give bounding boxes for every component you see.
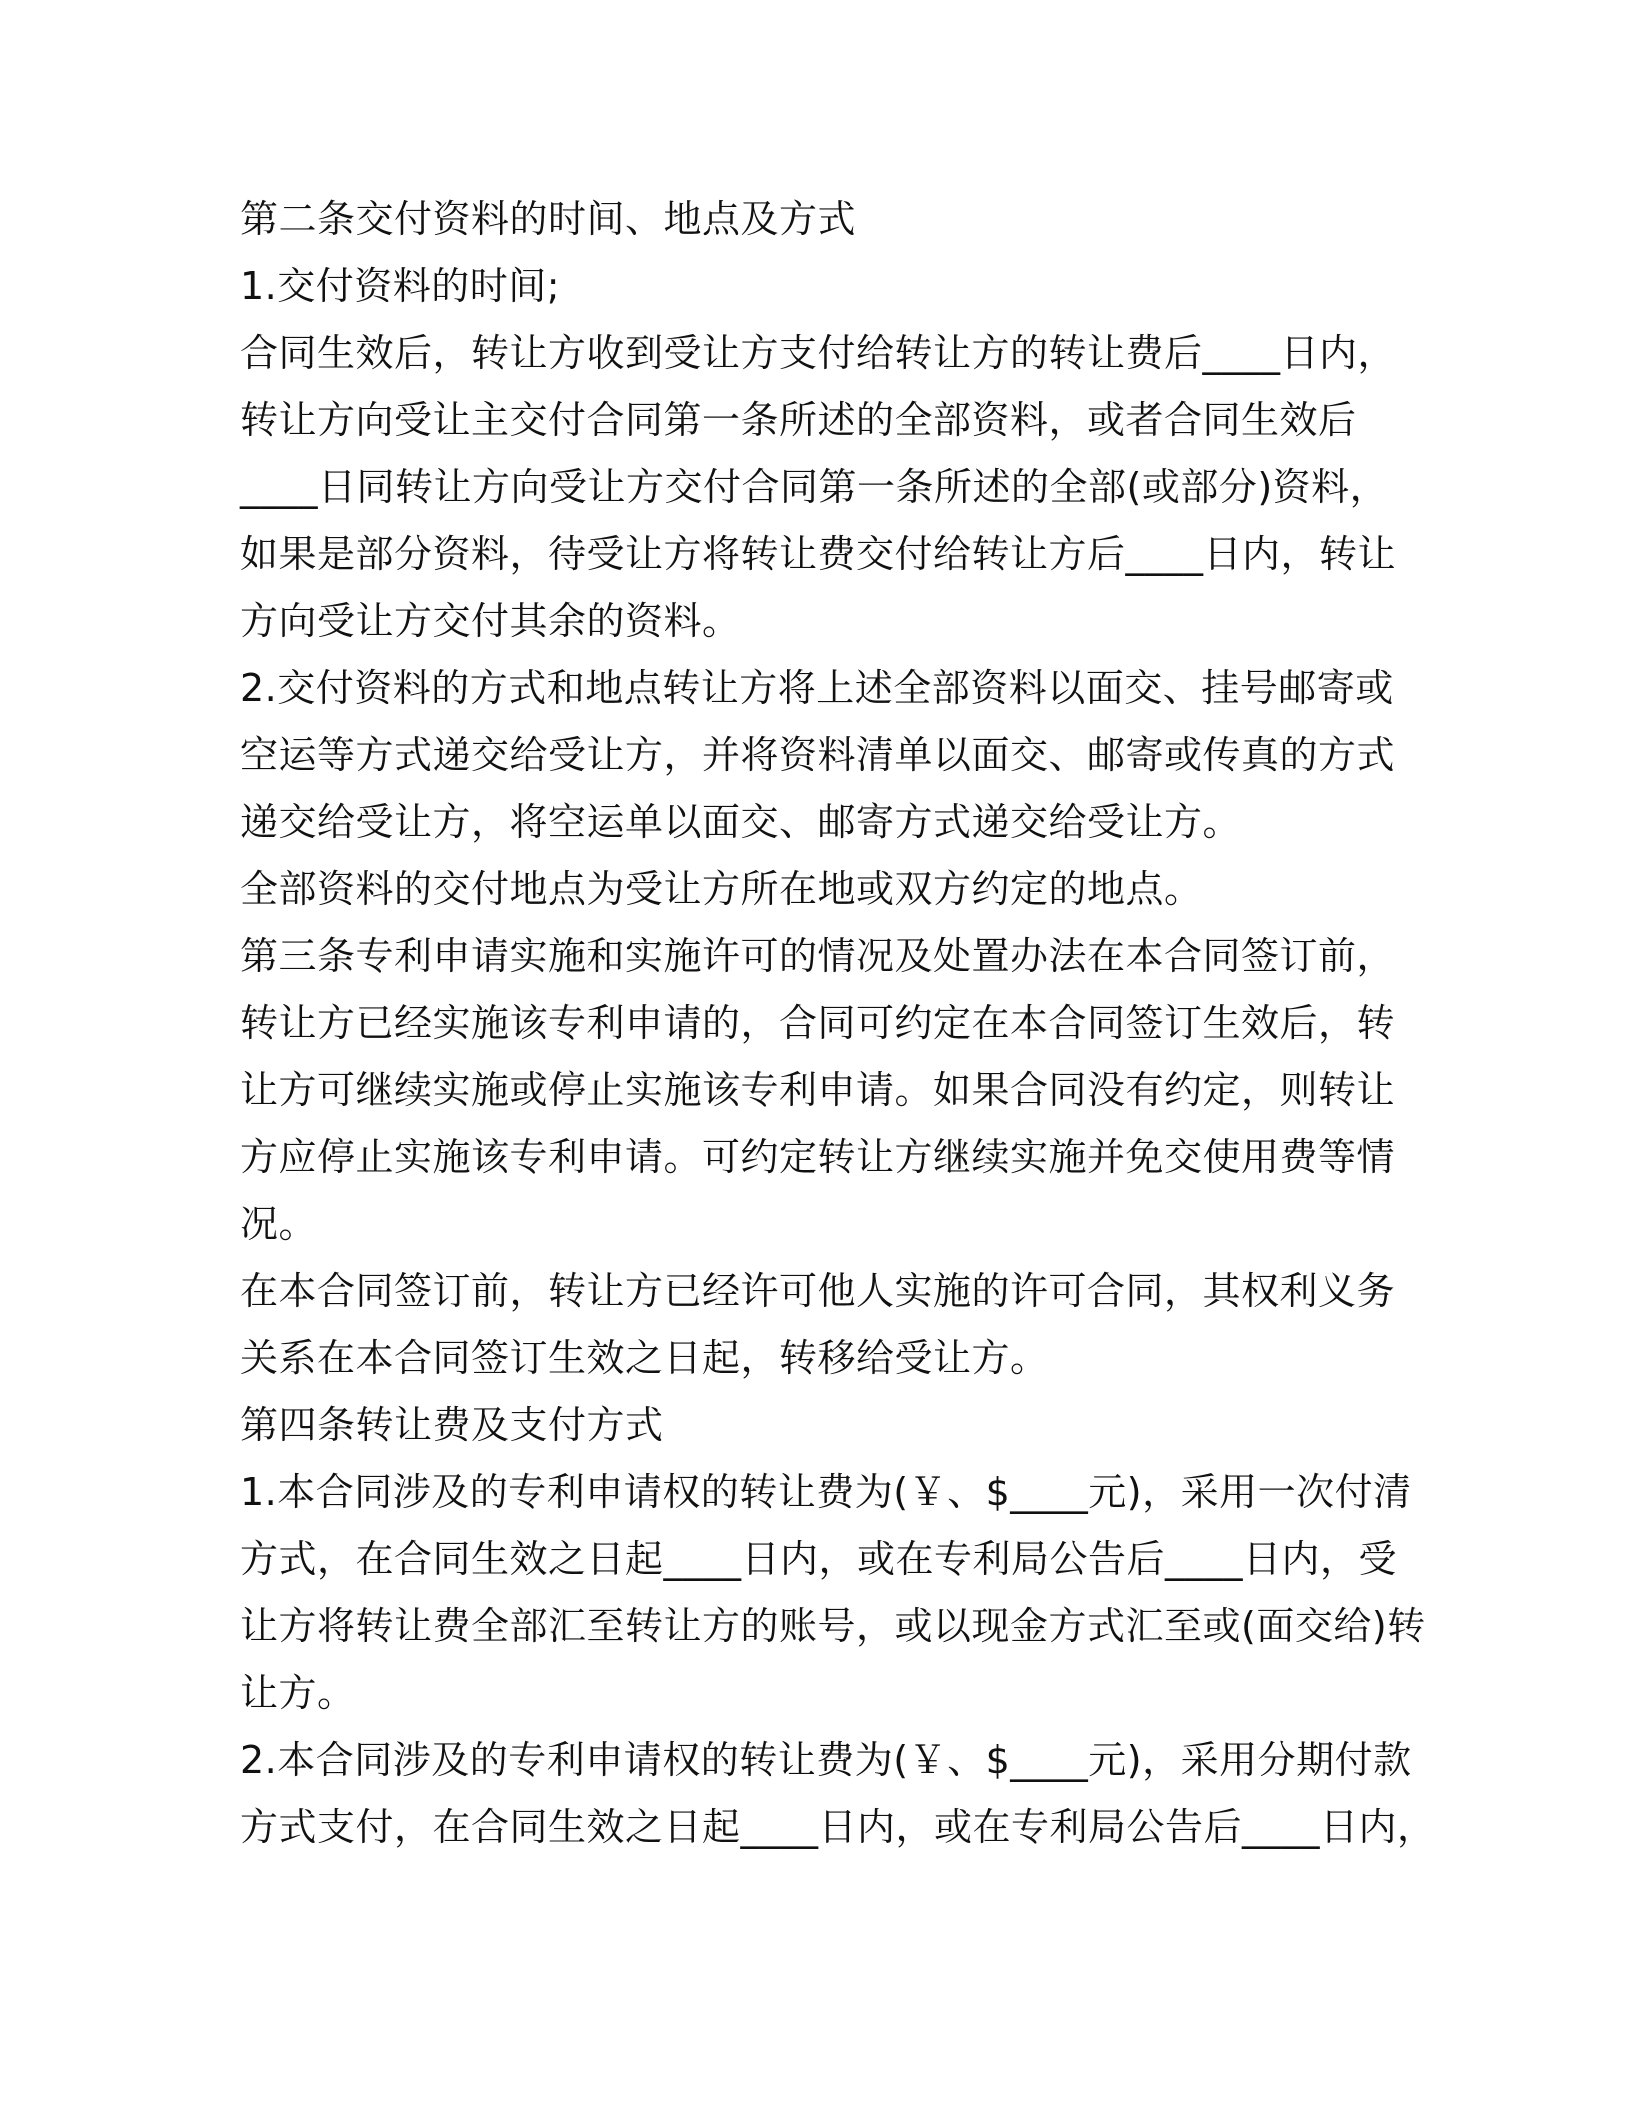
text-line: 方式支付，在合同生效之日起____日内，或在专利局公告后____日内， — [240, 1805, 1436, 1849]
text-line: ____日同转让方向受让方交付合同第一条所述的全部(或部分)资料， — [240, 465, 1389, 509]
text-line: 让方。 — [240, 1671, 356, 1715]
text-line: 转让方已经实施该专利申请的，合同可约定在本合同签订生效后，转 — [240, 1001, 1396, 1045]
text-line: 空运等方式递交给受让方，并将资料清单以面交、邮寄或传真的方式 — [240, 733, 1396, 777]
text-line: 方应停止实施该专利申请。可约定转让方继续实施并免交使用费等情 — [240, 1135, 1396, 1179]
text-line: 在本合同签订前，转让方已经许可他人实施的许可合同，其权利义务 — [240, 1269, 1396, 1313]
text-line: 全部资料的交付地点为受让方所在地或双方约定的地点。 — [240, 867, 1203, 911]
text-line: 转让方向受让主交付合同第一条所述的全部资料，或者合同生效后 — [240, 398, 1357, 442]
text-line: 1.本合同涉及的专利申请权的转让费为(￥、$____元)，采用一次付清 — [240, 1470, 1412, 1514]
section-heading-article-4: 第四条转让费及支付方式 — [240, 1403, 664, 1447]
text-line: 让方将转让费全部汇至转让方的账号，或以现金方式汇至或(面交给)转 — [240, 1604, 1426, 1648]
section-heading-article-2: 第二条交付资料的时间、地点及方式 — [240, 197, 857, 241]
text-line: 方向受让方交付其余的资料。 — [240, 599, 741, 643]
text-line: 关系在本合同签订生效之日起，转移给受让方。 — [240, 1336, 1049, 1380]
section-heading-article-3: 第三条专利申请实施和实施许可的情况及处置办法在本合同签订前， — [240, 934, 1396, 978]
text-line: 如果是部分资料，待受让方将转让费交付给转让方后____日内，转让 — [240, 532, 1397, 576]
text-line: 递交给受让方，将空运单以面交、邮寄方式递交给受让方。 — [240, 800, 1242, 844]
text-line: 方式，在合同生效之日起____日内，或在专利局公告后____日内，受 — [240, 1537, 1398, 1581]
text-line: 2.本合同涉及的专利申请权的转让费为(￥、$____元)，采用分期付款 — [240, 1738, 1412, 1782]
text-line: 1.交付资料的时间; — [240, 264, 561, 308]
text-line: 2.交付资料的方式和地点转让方将上述全部资料以面交、挂号邮寄或 — [240, 666, 1394, 710]
text-line: 让方可继续实施或停止实施该专利申请。如果合同没有约定，则转让 — [240, 1068, 1396, 1112]
text-line: 况。 — [240, 1202, 318, 1246]
document-body — [240, 186, 1436, 1861]
text-line: 合同生效后，转让方收到受让方支付给转让方的转让费后____日内， — [240, 331, 1397, 375]
